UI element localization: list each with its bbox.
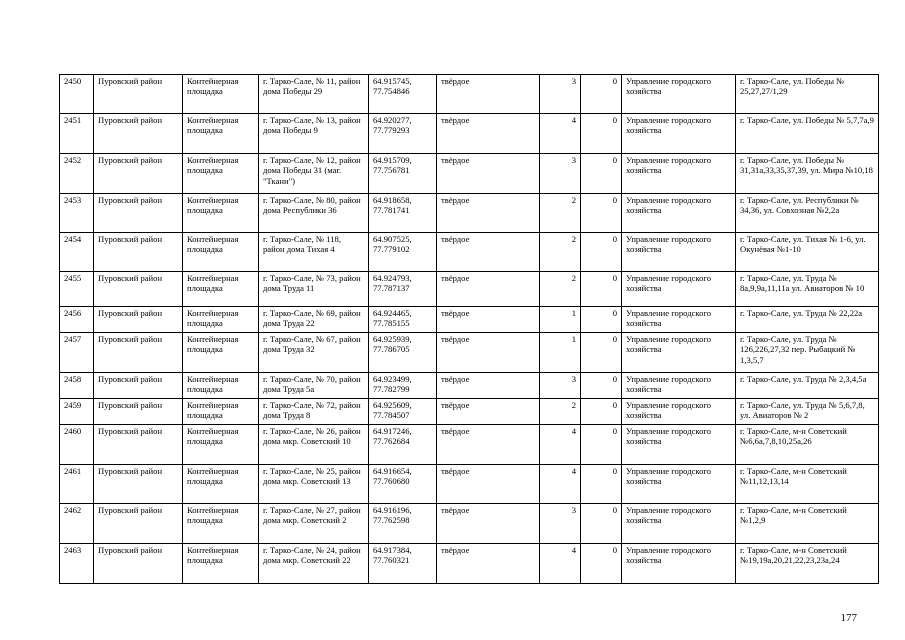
served-addresses-cell: г. Тарко-Сале, ул. Труда № 8а,9,9а,11,11а ул. Авиаторов № 10 — [736, 272, 879, 307]
surface-type-cell: твёрдое — [437, 75, 540, 114]
owner-cell: Управление городского хозяйства — [622, 272, 736, 307]
table-row — [60, 233, 879, 272]
surface-type-cell: твёрдое — [437, 233, 540, 272]
served-addresses-cell: г. Тарко-Сале, ул. Тихая № 1-6, ул. Окунёвая №1-10 — [736, 233, 879, 272]
district-cell: Пуровский район — [94, 154, 183, 194]
row-number-cell: 2454 — [60, 233, 94, 272]
container-volume-cell: 0 — [581, 114, 622, 154]
coordinates-cell: 64.920277, 77.779293 — [369, 114, 437, 154]
row-number-cell: 2458 — [60, 373, 94, 399]
container-count-cell: 3 — [540, 75, 581, 114]
coordinates-cell: 64.917384, 77.760321 — [369, 544, 437, 584]
coordinates-cell: 64.916196, 77.762598 — [369, 504, 437, 544]
served-addresses-cell: г. Тарко-Сале, ул. Труда № 126,226,27,32 пер. Рыбацкий № 1,3,5,7 — [736, 333, 879, 373]
container-count-cell: 4 — [540, 425, 581, 465]
owner-cell: Управление городского хозяйства — [622, 504, 736, 544]
surface-type-cell: твёрдое — [437, 425, 540, 465]
page-number: 177 — [840, 612, 857, 624]
owner-cell: Управление городского хозяйства — [622, 114, 736, 154]
container-count-cell: 2 — [540, 272, 581, 307]
owner-cell: Управление городского хозяйства — [622, 75, 736, 114]
site-type-cell: Контейнерная площадка — [183, 465, 259, 504]
district-cell: Пуровский район — [94, 504, 183, 544]
site-type-cell: Контейнерная площадка — [183, 114, 259, 154]
table-row — [60, 307, 879, 333]
container-count-cell: 2 — [540, 233, 581, 272]
table-row — [60, 544, 879, 584]
served-addresses-cell: г. Тарко-Сале, ул. Труда № 2,3,4,5а — [736, 373, 879, 399]
row-number-cell: 2459 — [60, 399, 94, 425]
container-volume-cell: 0 — [581, 333, 622, 373]
coordinates-cell: 64.917246, 77.762684 — [369, 425, 437, 465]
site-address-cell: г. Тарко-Сале, № 11, район дома Победы 29 — [259, 75, 369, 114]
site-type-cell: Контейнерная площадка — [183, 399, 259, 425]
table-row — [60, 154, 879, 194]
table-row — [60, 465, 879, 504]
row-number-cell: 2451 — [60, 114, 94, 154]
container-volume-cell: 0 — [581, 399, 622, 425]
owner-cell: Управление городского хозяйства — [622, 399, 736, 425]
site-type-cell: Контейнерная площадка — [183, 194, 259, 233]
row-number-cell: 2457 — [60, 333, 94, 373]
served-addresses-cell: г. Тарко-Сале, ул. Победы № 5,7,7а,9 — [736, 114, 879, 154]
row-number-cell: 2455 — [60, 272, 94, 307]
district-cell: Пуровский район — [94, 373, 183, 399]
owner-cell: Управление городского хозяйства — [622, 544, 736, 584]
site-address-cell: г. Тарко-Сале, № 13, район дома Победы 9 — [259, 114, 369, 154]
served-addresses-cell: г. Тарко-Сале, ул. Республики № 34,36, ул. Совхозная №2,2а — [736, 194, 879, 233]
district-cell: Пуровский район — [94, 75, 183, 114]
surface-type-cell: твёрдое — [437, 504, 540, 544]
district-cell: Пуровский район — [94, 272, 183, 307]
coordinates-cell: 64.925609, 77.784507 — [369, 399, 437, 425]
served-addresses-cell: г. Тарко-Сале, м-н Советский №11,12,13,14 — [736, 465, 879, 504]
container-volume-cell: 0 — [581, 465, 622, 504]
site-type-cell: Контейнерная площадка — [183, 373, 259, 399]
surface-type-cell: твёрдое — [437, 333, 540, 373]
district-cell: Пуровский район — [94, 233, 183, 272]
row-number-cell: 2460 — [60, 425, 94, 465]
row-number-cell: 2452 — [60, 154, 94, 194]
site-type-cell: Контейнерная площадка — [183, 544, 259, 584]
row-number-cell: 2463 — [60, 544, 94, 584]
district-cell: Пуровский район — [94, 544, 183, 584]
owner-cell: Управление городского хозяйства — [622, 333, 736, 373]
row-number-cell: 2450 — [60, 75, 94, 114]
container-sites-table — [59, 74, 879, 584]
district-cell: Пуровский район — [94, 307, 183, 333]
site-type-cell: Контейнерная площадка — [183, 272, 259, 307]
container-volume-cell: 0 — [581, 233, 622, 272]
site-address-cell: г. Тарко-Сале, № 69, район дома Труда 22 — [259, 307, 369, 333]
district-cell: Пуровский район — [94, 465, 183, 504]
district-cell: Пуровский район — [94, 194, 183, 233]
district-cell: Пуровский район — [94, 399, 183, 425]
coordinates-cell: 64.918658, 77.781741 — [369, 194, 437, 233]
owner-cell: Управление городского хозяйства — [622, 154, 736, 194]
site-type-cell: Контейнерная площадка — [183, 307, 259, 333]
surface-type-cell: твёрдое — [437, 194, 540, 233]
table-body — [60, 75, 879, 584]
surface-type-cell: твёрдое — [437, 465, 540, 504]
container-volume-cell: 0 — [581, 544, 622, 584]
surface-type-cell: твёрдое — [437, 373, 540, 399]
served-addresses-cell: г. Тарко-Сале, ул. Победы № 31,31а,33,35,37,39, ул. Мира №10,18 — [736, 154, 879, 194]
coordinates-cell: 64.907525, 77.779102 — [369, 233, 437, 272]
container-volume-cell: 0 — [581, 373, 622, 399]
site-type-cell: Контейнерная площадка — [183, 154, 259, 194]
district-cell: Пуровский район — [94, 114, 183, 154]
district-cell: Пуровский район — [94, 333, 183, 373]
container-volume-cell: 0 — [581, 307, 622, 333]
row-number-cell: 2453 — [60, 194, 94, 233]
coordinates-cell: 64.925939, 77.786705 — [369, 333, 437, 373]
table-row — [60, 272, 879, 307]
owner-cell: Управление городского хозяйства — [622, 373, 736, 399]
owner-cell: Управление городского хозяйства — [622, 233, 736, 272]
site-type-cell: Контейнерная площадка — [183, 333, 259, 373]
row-number-cell: 2456 — [60, 307, 94, 333]
table-row — [60, 333, 879, 373]
site-address-cell: г. Тарко-Сале, № 73, район дома Труда 11 — [259, 272, 369, 307]
table-row — [60, 504, 879, 544]
served-addresses-cell: г. Тарко-Сале, ул. Труда № 5,6,7,8, ул. Авиаторов № 2 — [736, 399, 879, 425]
owner-cell: Управление городского хозяйства — [622, 465, 736, 504]
district-cell: Пуровский район — [94, 425, 183, 465]
container-volume-cell: 0 — [581, 75, 622, 114]
owner-cell: Управление городского хозяйства — [622, 194, 736, 233]
surface-type-cell: твёрдое — [437, 154, 540, 194]
container-count-cell: 4 — [540, 114, 581, 154]
coordinates-cell: 64.915709, 77.756781 — [369, 154, 437, 194]
container-count-cell: 1 — [540, 307, 581, 333]
container-count-cell: 2 — [540, 399, 581, 425]
site-address-cell: г. Тарко-Сале, № 26, район дома мкр. Советский 10 — [259, 425, 369, 465]
site-type-cell: Контейнерная площадка — [183, 425, 259, 465]
table-row — [60, 194, 879, 233]
table-row — [60, 114, 879, 154]
site-type-cell: Контейнерная площадка — [183, 233, 259, 272]
served-addresses-cell: г. Тарко-Сале, ул. Труда № 22,22а — [736, 307, 879, 333]
coordinates-cell: 64.916654, 77.760680 — [369, 465, 437, 504]
coordinates-cell: 64.924465, 77.785155 — [369, 307, 437, 333]
container-volume-cell: 0 — [581, 154, 622, 194]
coordinates-cell: 64.923499, 77.782799 — [369, 373, 437, 399]
site-address-cell: г. Тарко-Сале, № 27, район дома мкр. Советский 2 — [259, 504, 369, 544]
table-row — [60, 425, 879, 465]
site-address-cell: г. Тарко-Сале, № 12, район дома Победы 31 (маг. "Ткани") — [259, 154, 369, 194]
served-addresses-cell: г. Тарко-Сале, м-н Советский №19,19а,20,21,22,23,23а,24 — [736, 544, 879, 584]
coordinates-cell: 64.915745, 77.754846 — [369, 75, 437, 114]
container-count-cell: 3 — [540, 373, 581, 399]
container-count-cell: 3 — [540, 504, 581, 544]
container-volume-cell: 0 — [581, 272, 622, 307]
container-volume-cell: 0 — [581, 504, 622, 544]
site-type-cell: Контейнерная площадка — [183, 504, 259, 544]
site-address-cell: г. Тарко-Сале, № 24, район дома мкр. Советский 22 — [259, 544, 369, 584]
coordinates-cell: 64.924793, 77.787137 — [369, 272, 437, 307]
surface-type-cell: твёрдое — [437, 114, 540, 154]
container-count-cell: 1 — [540, 333, 581, 373]
container-count-cell: 4 — [540, 544, 581, 584]
table-row — [60, 399, 879, 425]
container-count-cell: 4 — [540, 465, 581, 504]
container-volume-cell: 0 — [581, 194, 622, 233]
surface-type-cell: твёрдое — [437, 544, 540, 584]
served-addresses-cell: г. Тарко-Сале, м-н Советский №6,6а,7,8,10,25а,26 — [736, 425, 879, 465]
site-type-cell: Контейнерная площадка — [183, 75, 259, 114]
surface-type-cell: твёрдое — [437, 307, 540, 333]
site-address-cell: г. Тарко-Сале, № 72, район дома Труда 8 — [259, 399, 369, 425]
surface-type-cell: твёрдое — [437, 399, 540, 425]
site-address-cell: г. Тарко-Сале, № 67, район дома Труда 32 — [259, 333, 369, 373]
site-address-cell: г. Тарко-Сале, № 25, район дома мкр. Советский 13 — [259, 465, 369, 504]
table-row — [60, 75, 879, 114]
container-count-cell: 2 — [540, 194, 581, 233]
container-volume-cell: 0 — [581, 425, 622, 465]
served-addresses-cell: г. Тарко-Сале, ул. Победы № 25,27,27/1,29 — [736, 75, 879, 114]
container-count-cell: 3 — [540, 154, 581, 194]
owner-cell: Управление городского хозяйства — [622, 307, 736, 333]
site-address-cell: г. Тарко-Сале, № 118, район дома Тихая 4 — [259, 233, 369, 272]
row-number-cell: 2462 — [60, 504, 94, 544]
table-row — [60, 373, 879, 399]
row-number-cell: 2461 — [60, 465, 94, 504]
served-addresses-cell: г. Тарко-Сале, м-н Советский №1,2,9 — [736, 504, 879, 544]
owner-cell: Управление городского хозяйства — [622, 425, 736, 465]
surface-type-cell: твёрдое — [437, 272, 540, 307]
site-address-cell: г. Тарко-Сале, № 70, район дома Труда 5а — [259, 373, 369, 399]
site-address-cell: г. Тарко-Сале, № 80, район дома Республики 36 — [259, 194, 369, 233]
